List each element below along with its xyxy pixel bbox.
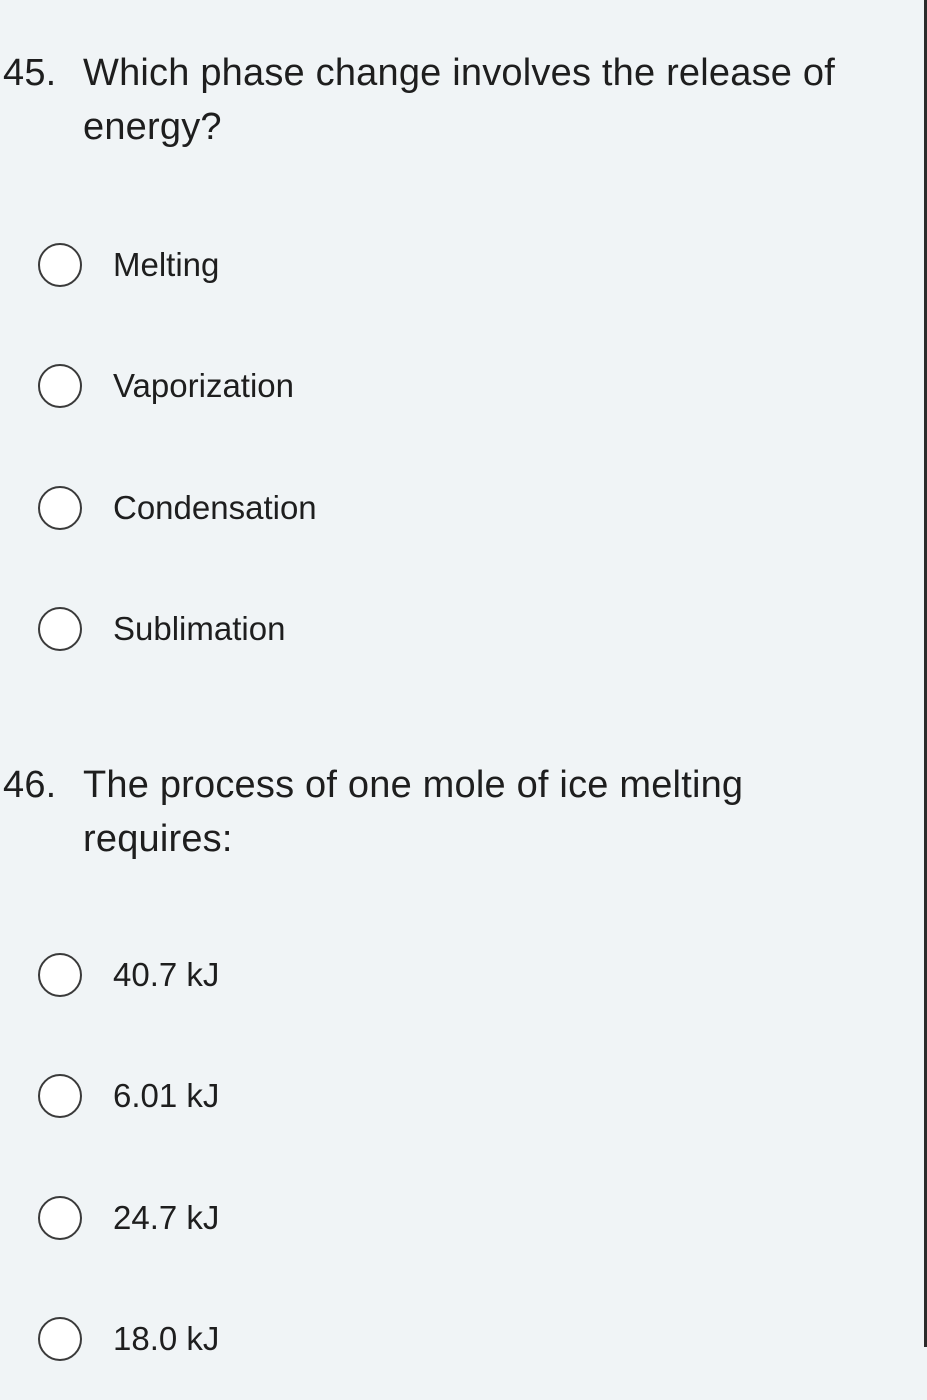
option-label: 24.7 kJ bbox=[113, 1199, 219, 1237]
radio-button-icon[interactable] bbox=[38, 953, 82, 997]
option-40-7-kj[interactable] bbox=[0, 914, 900, 1036]
answer-options bbox=[0, 914, 900, 1400]
question-number: 46. bbox=[0, 758, 83, 866]
radio-button-icon[interactable] bbox=[38, 486, 82, 530]
option-sublimation[interactable] bbox=[0, 569, 900, 691]
option-label: 18.0 kJ bbox=[113, 1320, 219, 1358]
option-vaporization[interactable] bbox=[0, 326, 900, 448]
option-label: 6.01 kJ bbox=[113, 1077, 219, 1115]
option-label: Melting bbox=[113, 246, 219, 284]
option-label: Vaporization bbox=[113, 367, 294, 405]
question-45-prompt bbox=[0, 46, 900, 154]
radio-button-icon[interactable] bbox=[38, 364, 82, 408]
question-46-prompt bbox=[0, 758, 900, 866]
question-text: Which phase change involves the release of energy? bbox=[83, 46, 873, 154]
answer-options bbox=[0, 204, 900, 690]
radio-button-icon[interactable] bbox=[38, 1196, 82, 1240]
option-18-0-kj[interactable] bbox=[0, 1279, 900, 1400]
radio-button-icon[interactable] bbox=[38, 243, 82, 287]
option-label: Condensation bbox=[113, 489, 317, 527]
question-46 bbox=[0, 758, 900, 1400]
option-melting[interactable] bbox=[0, 204, 900, 326]
question-45 bbox=[0, 46, 900, 690]
question-text: The process of one mole of ice melting requires: bbox=[83, 758, 873, 866]
radio-button-icon[interactable] bbox=[38, 1074, 82, 1118]
option-label: Sublimation bbox=[113, 610, 285, 648]
option-label: 40.7 kJ bbox=[113, 956, 219, 994]
option-condensation[interactable] bbox=[0, 447, 900, 569]
option-24-7-kj[interactable] bbox=[0, 1157, 900, 1279]
radio-button-icon[interactable] bbox=[38, 1317, 82, 1361]
question-number: 45. bbox=[0, 46, 83, 154]
option-6-01-kj[interactable] bbox=[0, 1036, 900, 1158]
radio-button-icon[interactable] bbox=[38, 607, 82, 651]
